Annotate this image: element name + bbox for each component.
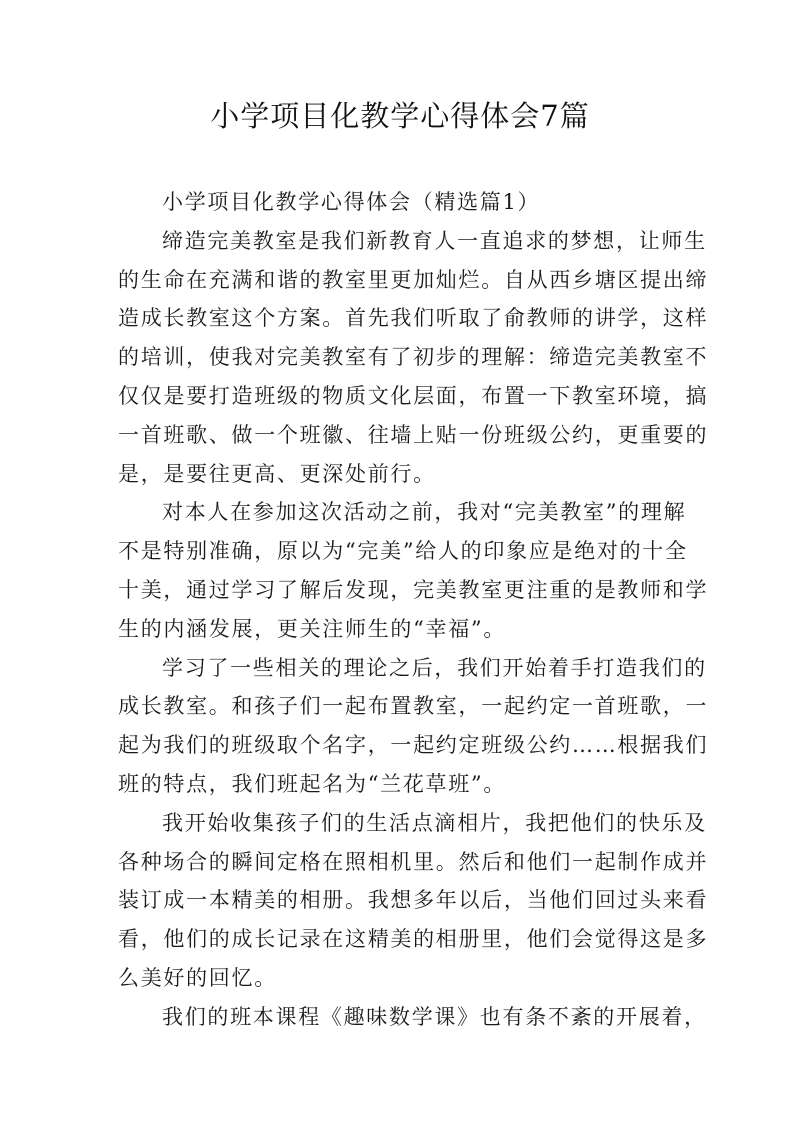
paragraph-line: 看，他们的成长记录在这精美的相册里，他们会觉得这是多 — [118, 927, 709, 952]
document-body — [118, 183, 709, 1037]
paragraph-line: 不是特别准确，原以为“完美”给人的印象应是绝对的十全 — [118, 539, 688, 564]
paragraph-line: 装订成一本精美的相册。我想多年以后，当他们回过头来看 — [118, 888, 709, 913]
paragraph-line: 班的特点，我们班起名为“兰花草班”。 — [118, 771, 507, 796]
paragraph-line: 起为我们的班级取个名字，一起约定班级公约……根据我们 — [118, 733, 709, 758]
paragraph-line: 的生命在充满和谐的教室里更加灿烂。自从西乡塘区提出缔 — [118, 267, 709, 292]
paragraph-line: 造成长教室这个方案。首先我们听取了俞教师的讲学，这样 — [118, 306, 709, 331]
paragraph-first-line: 我们的班本课程《趣味数学课》也有条不紊的开展着， — [162, 1004, 707, 1029]
paragraph-first-line: 学习了一些相关的理论之后，我们开始着手打造我们的 — [162, 655, 707, 680]
paragraph-line: 的培训，使我对完美教室有了初步的理解：缔造完美教室不 — [118, 345, 709, 370]
paragraph-line: 生的内涵发展，更关注师生的“幸福”。 — [118, 616, 507, 641]
paragraph-first-line: 缔造完美教室是我们新教育人一直追求的梦想，让师生 — [162, 228, 707, 253]
paragraph-line: 么美好的回忆。 — [118, 965, 277, 990]
paragraph-line: 成长教室。和孩子们一起布置教室，一起约定一首班歌，一 — [118, 694, 709, 719]
paragraph-line: 各种场合的瞬间定格在照相机里。然后和他们一起制作成并 — [118, 849, 709, 874]
paragraph-line: 一首班歌、做一个班徽、往墙上贴一份班级公约，更重要的 — [118, 422, 709, 447]
paragraph-line: 是，是要往更高、更深处前行。 — [118, 461, 436, 486]
paragraph-first-line: 我开始收集孩子们的生活点滴相片，我把他们的快乐及 — [162, 810, 707, 835]
document-title: 小学项目化教学心得体会7篇 — [210, 99, 590, 133]
paragraph-line: 仅仅是要打造班级的物质文化层面，布置一下教室环境，搞 — [118, 383, 709, 408]
paragraph-first-line: 小学项目化教学心得体会（精选篇1） — [162, 190, 541, 214]
paragraph-first-line: 对本人在参加这次活动之前，我对“完美教室”的理解 — [162, 500, 687, 525]
paragraph-line: 十美，通过学习了解后发现，完美教室更注重的是教师和学 — [118, 577, 709, 602]
